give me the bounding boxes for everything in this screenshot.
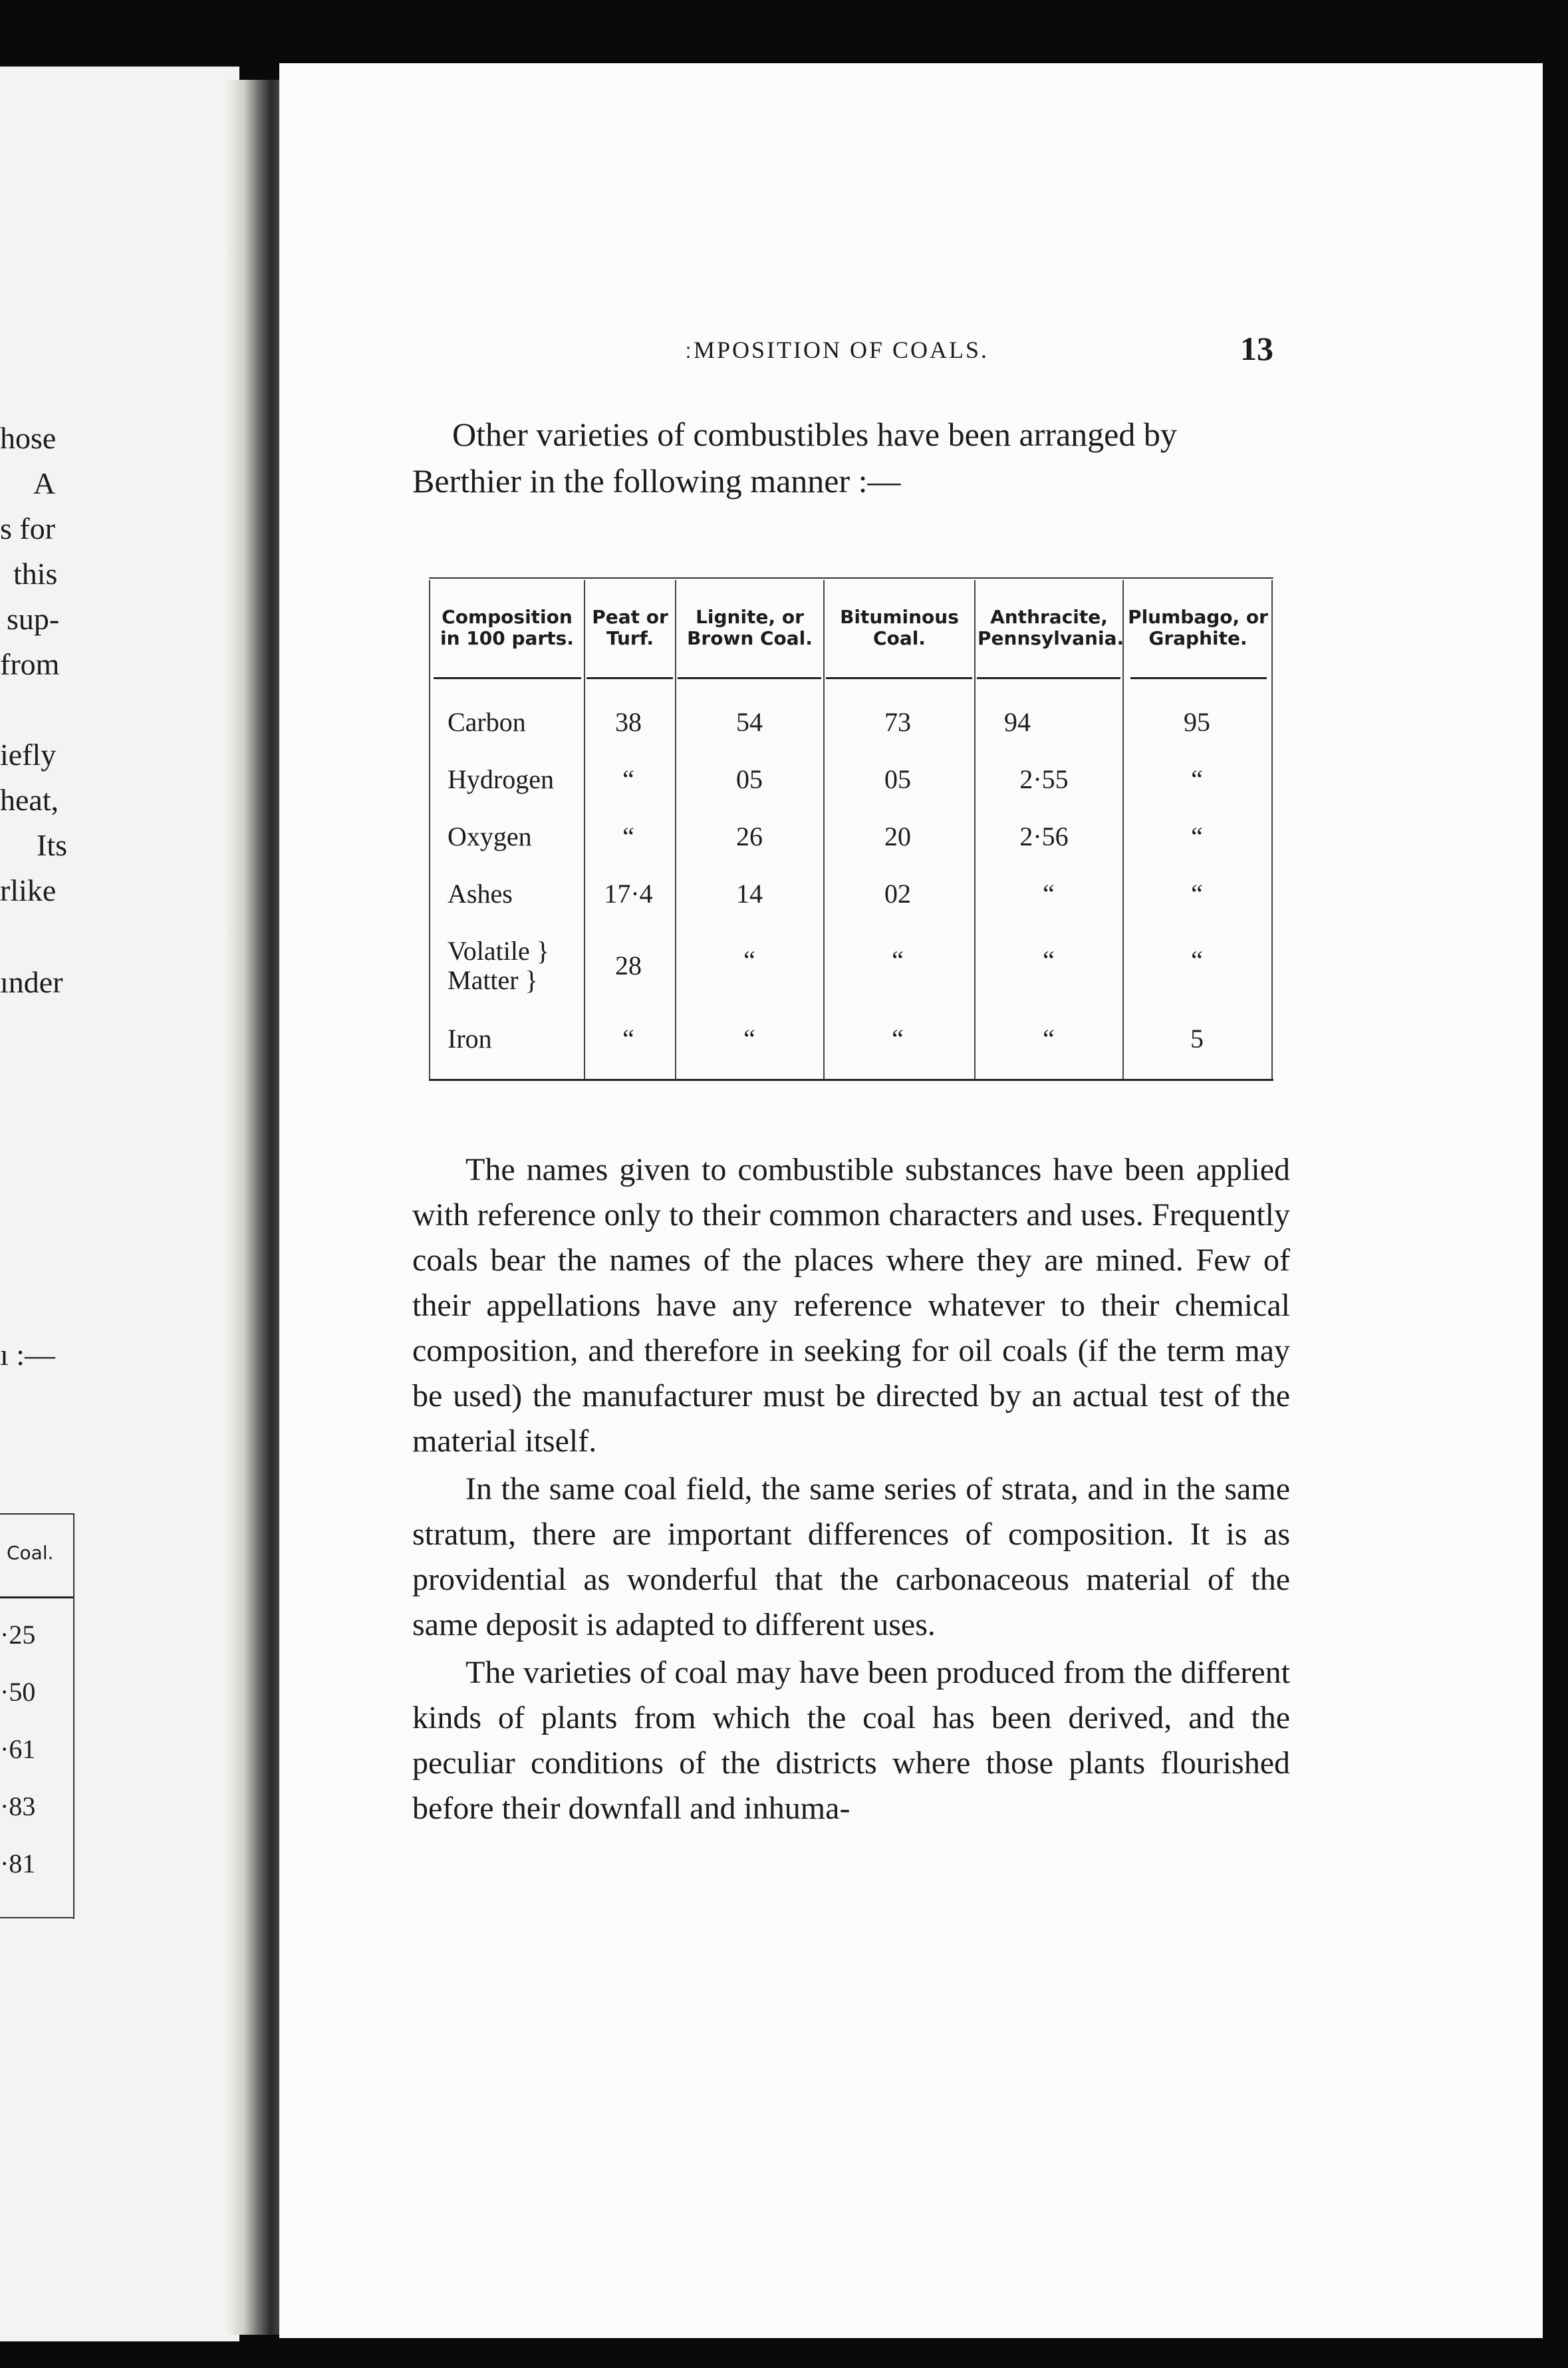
table-bottom-rule	[429, 1079, 1273, 1081]
left-page-fragment: ınder	[0, 965, 63, 999]
left-page-fragment: s for	[0, 512, 56, 545]
left-table-value: ·83	[0, 1791, 36, 1821]
left-page-fragment: rlike	[0, 873, 57, 907]
table-cell: 5	[1190, 1024, 1204, 1054]
table-header-rule	[1130, 677, 1267, 679]
table-column-rule	[1271, 580, 1273, 1079]
table-column-rule	[974, 580, 976, 1079]
table-cell: “	[892, 1024, 904, 1054]
table-cell: “	[1043, 1024, 1055, 1054]
left-table-header: Coal.	[7, 1542, 54, 1564]
left-page-fragment: heat,	[0, 783, 59, 817]
table-header-rule	[434, 677, 581, 679]
table-cell: 2·55	[1019, 764, 1069, 794]
table-header-cell: Bituminous Coal.	[840, 606, 959, 649]
left-table-rule	[73, 1513, 74, 1919]
table-cell: 54	[736, 707, 763, 737]
table-header-rule	[678, 677, 821, 679]
table-cell: 20	[884, 821, 911, 851]
table-cell: “	[622, 764, 634, 794]
running-header: ːMPOSITION OF COALS.	[685, 337, 989, 363]
table-cell: “	[1191, 821, 1203, 851]
table-row-label: Hydrogen	[448, 764, 554, 794]
table-cell: “	[892, 945, 904, 975]
table-header-rule	[977, 677, 1120, 679]
left-page-fragment: iefly	[0, 738, 57, 772]
left-page-fragment: hose	[0, 421, 57, 455]
table-cell: 73	[884, 707, 911, 737]
intro-paragraph	[412, 411, 1277, 504]
paragraph: The varieties of coal may have been produced from the different kinds of plants from which the coal has been derived, and the peculiar conditions of the districts where those plants flourished before their downfall and inhuma-	[412, 1655, 1290, 1826]
table-cell: 28	[615, 951, 642, 980]
table-row-label: Iron	[448, 1024, 492, 1054]
table-cell: 02	[884, 879, 911, 909]
left-page	[0, 67, 239, 2341]
left-page-fragment: from	[0, 647, 60, 681]
intro-line: Berthier in the following manner :—	[412, 462, 901, 500]
table-column-rule	[429, 580, 430, 1079]
left-table-rule	[0, 1917, 74, 1918]
table-column-rule	[823, 580, 825, 1079]
table-cell: 05	[884, 764, 911, 794]
table-cell: “	[743, 1024, 755, 1054]
table-header-cell: Plumbago, or Graphite.	[1128, 606, 1268, 649]
left-table-rule	[0, 1513, 74, 1515]
left-table-rule	[0, 1596, 73, 1598]
table-cell: 17·4	[604, 879, 653, 909]
book-gutter	[226, 80, 286, 2335]
table-header-rule	[826, 677, 972, 679]
left-table-value: ·81	[0, 1849, 36, 1878]
left-page-fragment: sup-	[7, 602, 60, 636]
left-page-fragment: ı :—	[0, 1338, 56, 1372]
paragraph: The names given to combustible substances have been applied with reference only to their common characters and uses. Frequently coals bear the names of the places where they are mined. Few of their appellations have any reference whatever to their chemical composition, and therefore in seeking for oil coals (if the term may be used) the manufacturer must be directed by an actual test of the material itself.	[412, 1152, 1290, 1459]
table-cell: 95	[1184, 707, 1210, 737]
table-header-cell: Anthracite, Pennsylvania.	[978, 606, 1124, 649]
table-cell: “	[1043, 879, 1055, 909]
table-cell: 14	[736, 879, 763, 909]
table-row-label: Oxygen	[448, 821, 532, 851]
paragraph: In the same coal field, the same series of strata, and in the same stratum, there are important differences of composition. It is as providential as wonderful that the carbonaceous material of the same deposit is adapted to different uses.	[412, 1471, 1290, 1642]
table-cell: 26	[736, 821, 763, 851]
table-header-rule	[587, 677, 673, 679]
table-top-rule	[429, 577, 1273, 579]
left-page-fragment: this	[13, 557, 58, 591]
table-row-label: Volatile } Matter }	[448, 936, 549, 995]
intro-line: Other varieties of combustibles have been arranged by	[452, 416, 1177, 453]
table-header-cell: Peat or Turf.	[592, 606, 668, 649]
table-cell: “	[1191, 764, 1203, 794]
table-cell: 38	[615, 707, 642, 737]
table-header-cell: Composition in 100 parts.	[440, 606, 574, 649]
table-header-cell: Lignite, or Brown Coal.	[687, 606, 813, 649]
table-cell: “	[1191, 879, 1203, 909]
table-row-label: Ashes	[448, 879, 513, 909]
table-cell: 05	[736, 764, 763, 794]
left-table-value: ·61	[0, 1734, 36, 1764]
table-cell: “	[1191, 945, 1203, 975]
table-column-rule	[1122, 580, 1124, 1079]
table-cell: “	[1043, 945, 1055, 975]
table-cell: “	[622, 821, 634, 851]
table-row-label: Carbon	[448, 707, 526, 737]
table-cell: 2·56	[1019, 821, 1069, 851]
page-number: 13	[1240, 330, 1273, 367]
left-table-value: ·25	[0, 1620, 36, 1650]
table-cell: “	[743, 945, 755, 975]
left-page-fragment: Its	[37, 828, 67, 862]
left-table-value: ·50	[0, 1677, 36, 1707]
table-cell: 94	[1004, 707, 1031, 737]
left-page-fragment: A	[33, 466, 56, 500]
table-cell: “	[622, 1024, 634, 1054]
body-text	[412, 1147, 1290, 1831]
